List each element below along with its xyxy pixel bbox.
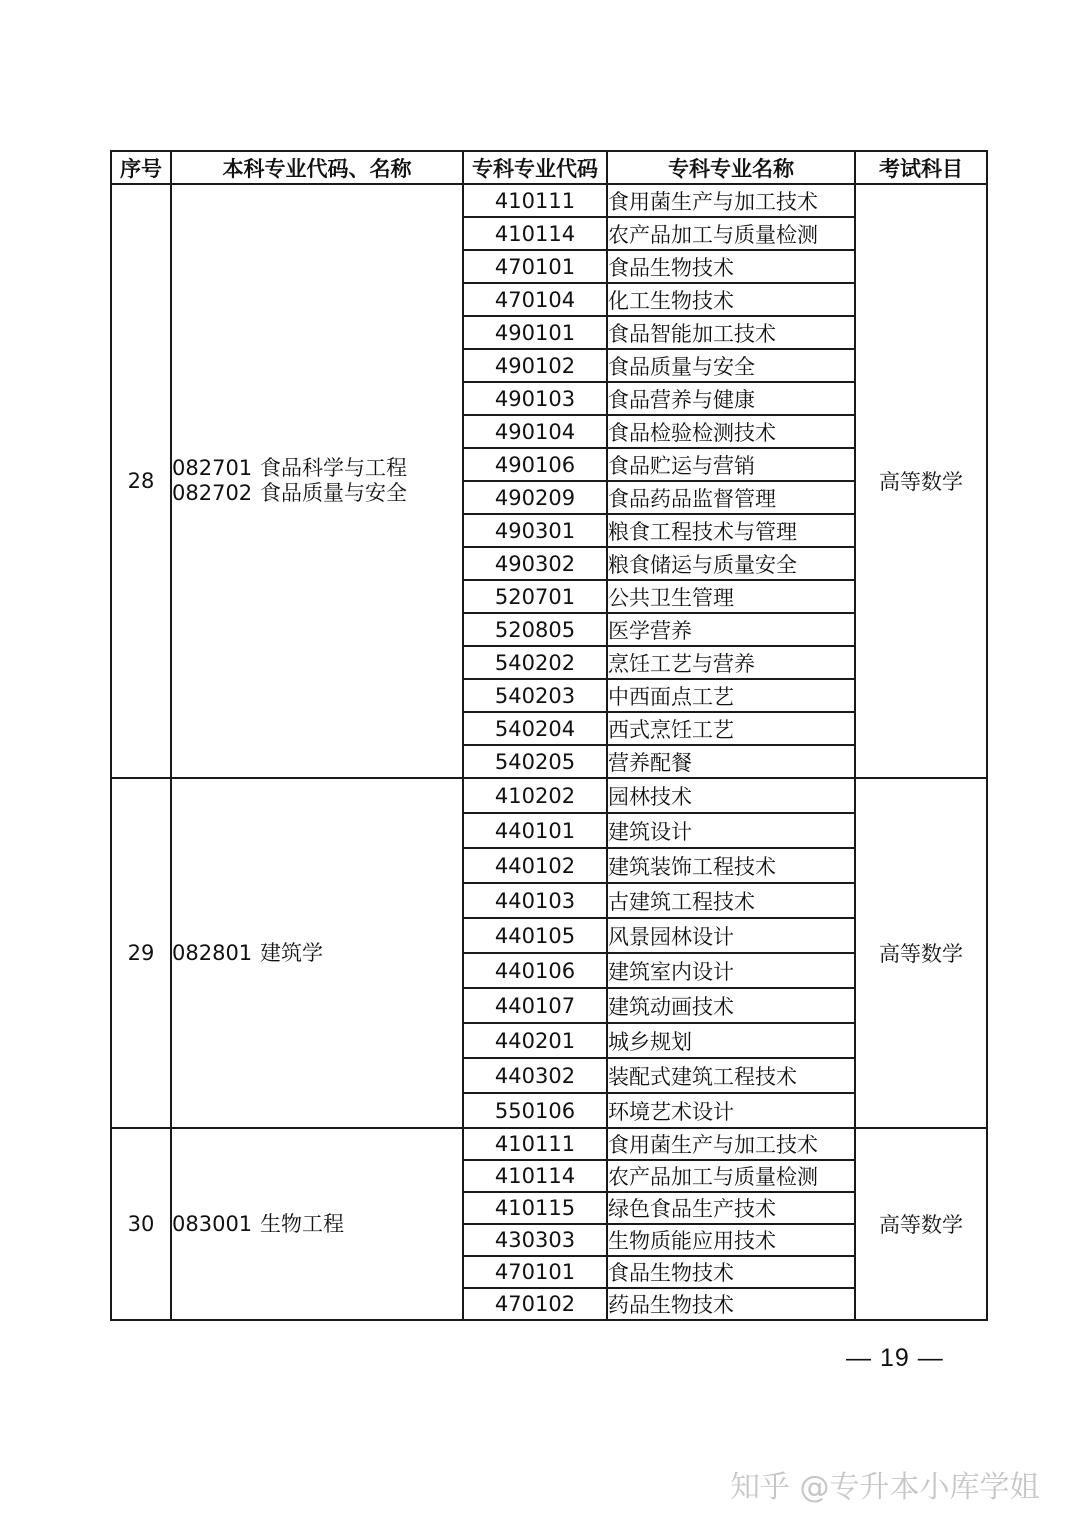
diploma-code-cell: 410202 — [463, 778, 607, 813]
header-seq: 序号 — [111, 151, 171, 184]
bachelor-major-code: 082702 — [172, 481, 253, 505]
diploma-name-cell: 环境艺术设计 — [607, 1093, 855, 1128]
exam-subject-cell: 高等数学 — [855, 184, 987, 778]
diploma-code-cell: 540204 — [463, 712, 607, 745]
diploma-code-cell: 550106 — [463, 1093, 607, 1128]
diploma-code-cell: 540205 — [463, 745, 607, 778]
table-row — [111, 778, 987, 813]
diploma-code-cell: 410114 — [463, 1160, 607, 1192]
diploma-code-cell: 490106 — [463, 448, 607, 481]
diploma-name-cell: 食品智能加工技术 — [607, 316, 855, 349]
diploma-name-cell: 食品药品监督管理 — [607, 481, 855, 514]
diploma-name-cell: 食品生物技术 — [607, 250, 855, 283]
diploma-code-cell: 490101 — [463, 316, 607, 349]
page-number: — 19 — — [846, 1344, 944, 1372]
diploma-name-cell: 食品生物技术 — [607, 1256, 855, 1288]
diploma-name-cell: 药品生物技术 — [607, 1288, 855, 1320]
bachelor-major-name: 食品科学与工程 — [260, 456, 407, 480]
diploma-name-cell: 食品质量与安全 — [607, 349, 855, 382]
watermark: 知乎 @专升本小库学姐 — [730, 1470, 1040, 1505]
diploma-name-cell: 食品营养与健康 — [607, 382, 855, 415]
diploma-name-cell: 烹饪工艺与营养 — [607, 646, 855, 679]
diploma-code-cell: 410111 — [463, 184, 607, 217]
bachelor-major-code: 082701 — [172, 456, 253, 480]
bachelor-major-line — [172, 456, 462, 481]
diploma-code-cell: 490301 — [463, 514, 607, 547]
bachelor-major-cell — [171, 1128, 463, 1320]
seq-cell: 30 — [111, 1128, 171, 1320]
diploma-code-cell: 490209 — [463, 481, 607, 514]
bachelor-major-name: 建筑学 — [260, 940, 323, 965]
diploma-name-cell: 中西面点工艺 — [607, 679, 855, 712]
diploma-name-cell: 风景园林设计 — [607, 918, 855, 953]
majors-table — [110, 150, 988, 1321]
diploma-code-cell: 440101 — [463, 813, 607, 848]
diploma-name-cell: 装配式建筑工程技术 — [607, 1058, 855, 1093]
diploma-code-cell: 470101 — [463, 250, 607, 283]
table-body — [111, 184, 987, 1320]
diploma-code-cell: 440107 — [463, 988, 607, 1023]
diploma-name-cell: 建筑装饰工程技术 — [607, 848, 855, 883]
diploma-name-cell: 食品检验检测技术 — [607, 415, 855, 448]
bachelor-major-code: 083001 — [172, 1211, 253, 1236]
diploma-name-cell: 粮食工程技术与管理 — [607, 514, 855, 547]
header-bachelor: 本科专业代码、名称 — [171, 151, 463, 184]
diploma-code-cell: 430303 — [463, 1224, 607, 1256]
header-name: 专科专业名称 — [607, 151, 855, 184]
diploma-name-cell: 农产品加工与质量检测 — [607, 217, 855, 250]
diploma-code-cell: 470101 — [463, 1256, 607, 1288]
diploma-name-cell: 生物质能应用技术 — [607, 1224, 855, 1256]
diploma-code-cell: 440201 — [463, 1023, 607, 1058]
diploma-code-cell: 410114 — [463, 217, 607, 250]
diploma-name-cell: 建筑设计 — [607, 813, 855, 848]
diploma-name-cell: 农产品加工与质量检测 — [607, 1160, 855, 1192]
diploma-code-cell: 440302 — [463, 1058, 607, 1093]
diploma-name-cell: 城乡规划 — [607, 1023, 855, 1058]
diploma-code-cell: 520805 — [463, 613, 607, 646]
diploma-name-cell: 绿色食品生产技术 — [607, 1192, 855, 1224]
diploma-code-cell: 440103 — [463, 883, 607, 918]
diploma-name-cell: 园林技术 — [607, 778, 855, 813]
diploma-name-cell: 西式烹饪工艺 — [607, 712, 855, 745]
diploma-name-cell: 医学营养 — [607, 613, 855, 646]
table-row — [111, 184, 987, 217]
diploma-name-cell: 古建筑工程技术 — [607, 883, 855, 918]
bachelor-major-cell — [171, 778, 463, 1128]
bachelor-major-name: 生物工程 — [260, 1211, 344, 1236]
bachelor-major-line — [172, 481, 462, 506]
diploma-code-cell: 470104 — [463, 283, 607, 316]
exam-subject-cell: 高等数学 — [855, 778, 987, 1128]
exam-subject-cell: 高等数学 — [855, 1128, 987, 1320]
diploma-code-cell: 540203 — [463, 679, 607, 712]
diploma-code-cell: 520701 — [463, 580, 607, 613]
diploma-code-cell: 470102 — [463, 1288, 607, 1320]
diploma-name-cell: 食品贮运与营销 — [607, 448, 855, 481]
diploma-code-cell: 410111 — [463, 1128, 607, 1160]
seq-cell: 29 — [111, 778, 171, 1128]
table-row — [111, 1128, 987, 1160]
diploma-name-cell: 营养配餐 — [607, 745, 855, 778]
diploma-name-cell: 粮食储运与质量安全 — [607, 547, 855, 580]
diploma-code-cell: 540202 — [463, 646, 607, 679]
diploma-name-cell: 建筑动画技术 — [607, 988, 855, 1023]
diploma-name-cell: 建筑室内设计 — [607, 953, 855, 988]
diploma-code-cell: 490103 — [463, 382, 607, 415]
bachelor-major-name: 食品质量与安全 — [260, 481, 407, 505]
header-subject: 考试科目 — [855, 151, 987, 184]
bachelor-major-code: 082801 — [172, 940, 253, 965]
diploma-code-cell: 440102 — [463, 848, 607, 883]
header-code: 专科专业代码 — [463, 151, 607, 184]
diploma-name-cell: 食用菌生产与加工技术 — [607, 1128, 855, 1160]
diploma-code-cell: 440106 — [463, 953, 607, 988]
diploma-code-cell: 490302 — [463, 547, 607, 580]
bachelor-major-cell — [171, 184, 463, 778]
diploma-code-cell: 410115 — [463, 1192, 607, 1224]
header-row — [111, 151, 987, 184]
diploma-code-cell: 440105 — [463, 918, 607, 953]
diploma-name-cell: 公共卫生管理 — [607, 580, 855, 613]
bachelor-major-line — [172, 941, 462, 966]
diploma-name-cell: 食用菌生产与加工技术 — [607, 184, 855, 217]
diploma-code-cell: 490102 — [463, 349, 607, 382]
bachelor-major-line — [172, 1212, 462, 1237]
diploma-code-cell: 490104 — [463, 415, 607, 448]
diploma-name-cell: 化工生物技术 — [607, 283, 855, 316]
seq-cell: 28 — [111, 184, 171, 778]
